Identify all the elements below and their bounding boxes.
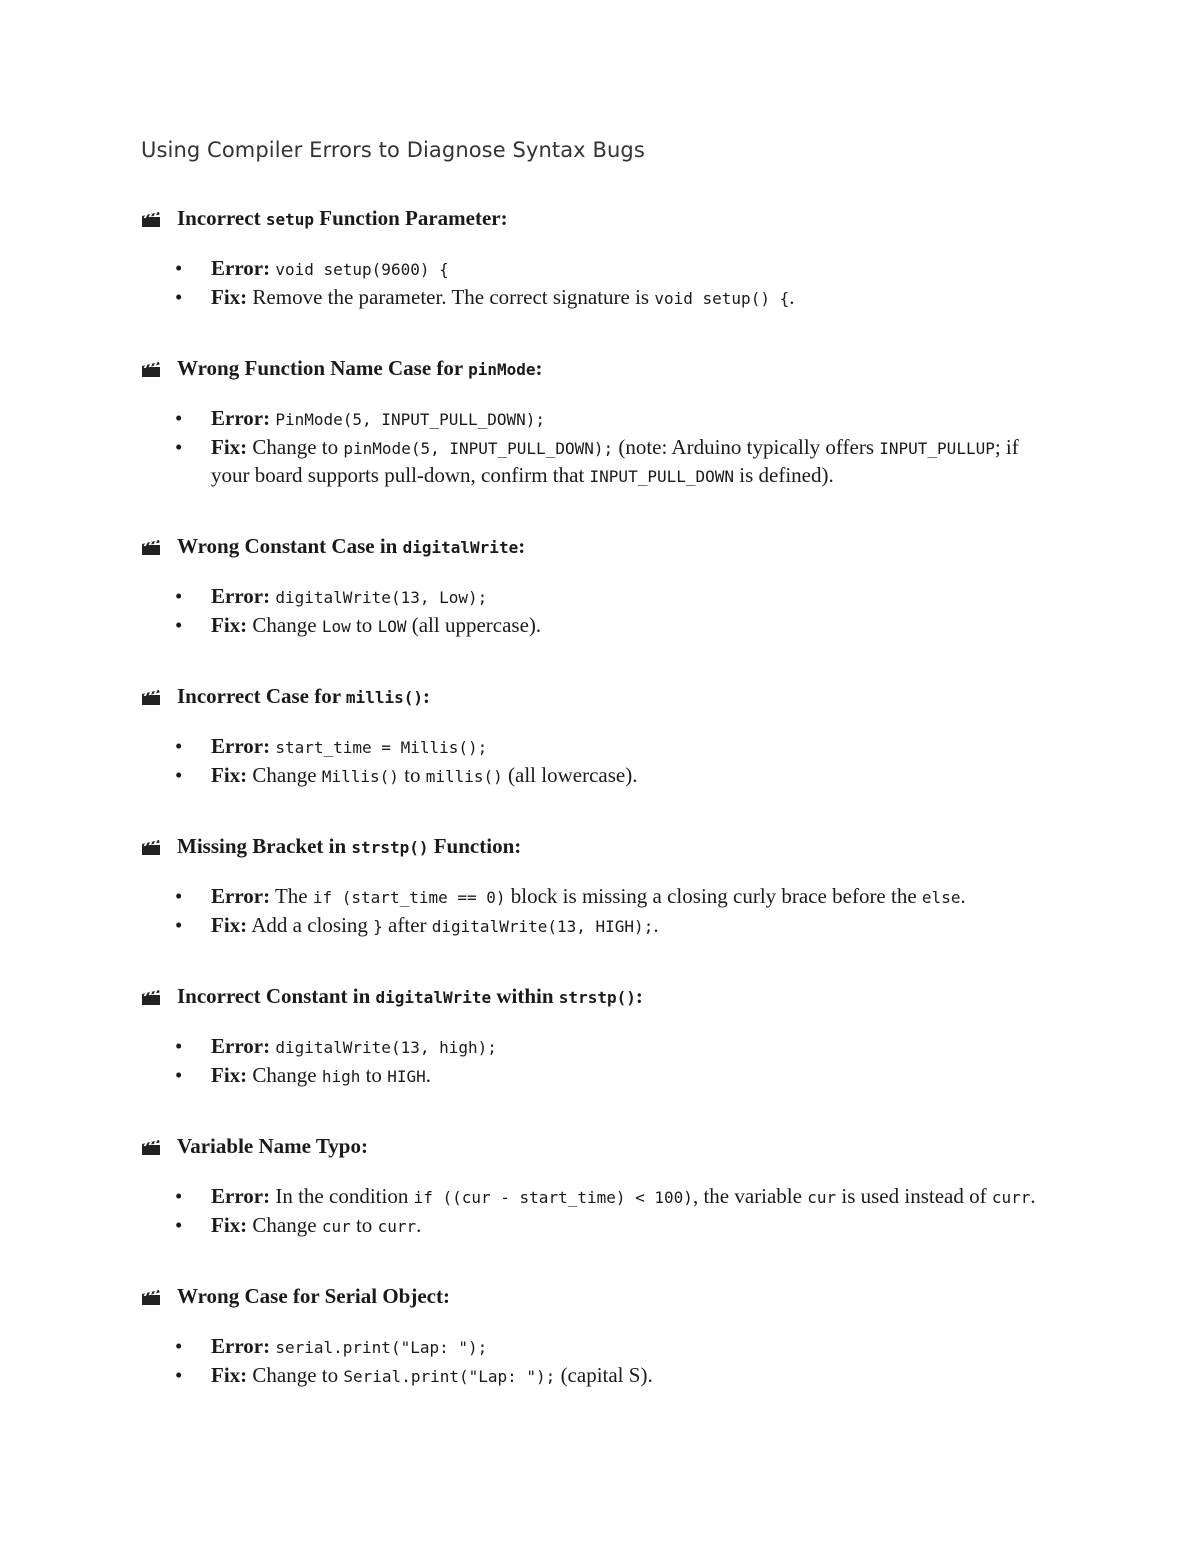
inline-code: cur (321, 1217, 351, 1236)
text-run: Change (252, 763, 322, 787)
text-run: to (350, 613, 378, 637)
inline-code: high (321, 1067, 361, 1086)
text-run: Function: (428, 834, 522, 858)
inline-code: digitalWrite(13, Low); (275, 588, 488, 607)
text-run: . (789, 285, 795, 309)
section-heading (141, 534, 1041, 559)
text-run: Incorrect Constant in (177, 984, 376, 1008)
section-heading-text (177, 356, 543, 381)
inline-code: } (373, 917, 383, 936)
text-run: Change to (252, 435, 344, 459)
inline-code: Low (321, 617, 351, 636)
text-run: Wrong Case for Serial Object: (177, 1284, 450, 1308)
bullet-list (141, 583, 1041, 640)
item-label: Error: (211, 256, 271, 280)
text-run: Add a closing (251, 913, 374, 937)
item-label: Fix: (211, 913, 248, 937)
inline-code: PinMode(5, INPUT_PULL_DOWN); (275, 410, 546, 429)
inline-code: digitalWrite(13, HIGH); (431, 917, 654, 936)
inline-code: millis() (345, 688, 423, 707)
bullet-list (141, 1183, 1041, 1240)
section (141, 1134, 1041, 1240)
item-label: Fix: (211, 763, 248, 787)
text-run: : (518, 534, 526, 558)
text-run: Wrong Function Name Case for (177, 356, 469, 380)
text-run: (note: Arduino typically offers (613, 435, 880, 459)
text-run: . (416, 1213, 422, 1237)
section (141, 1284, 1041, 1390)
inline-code: digitalWrite (402, 538, 519, 557)
text-run: Incorrect Case for (177, 684, 346, 708)
section-heading (141, 1284, 1041, 1309)
section (141, 834, 1041, 940)
item-label: Fix: (211, 1213, 248, 1237)
item-label: Fix: (211, 1363, 248, 1387)
text-run: to (350, 1213, 378, 1237)
text-run: : (535, 356, 543, 380)
inline-code: Millis() (321, 767, 399, 786)
inline-code: serial.print("Lap: "); (275, 1338, 488, 1357)
section (141, 984, 1041, 1090)
text-run: is defined). (734, 463, 834, 487)
section (141, 356, 1041, 490)
inline-code: void setup() { (654, 289, 790, 308)
inline-code: INPUT_PULLUP (879, 439, 995, 458)
clapperboard-icon (141, 688, 161, 706)
fix-item (141, 1362, 1041, 1390)
text-run: (capital S). (555, 1363, 653, 1387)
sections-container (141, 206, 1041, 1390)
text-run: Remove the parameter. The correct signature is (252, 285, 655, 309)
section-heading (141, 834, 1041, 859)
error-item (141, 1333, 1041, 1361)
text-run: The (274, 884, 313, 908)
text-run: , the variable (692, 1184, 808, 1208)
error-item (141, 583, 1041, 611)
text-run: ; if your board supports pull-down, confirm that (211, 435, 1019, 487)
fix-item (141, 1062, 1041, 1090)
section-heading (141, 684, 1041, 709)
inline-code: if (start_time == 0) (312, 888, 506, 907)
inline-code: digitalWrite(13, high); (275, 1038, 497, 1057)
item-label: Fix: (211, 613, 248, 637)
inline-code: LOW (377, 617, 407, 636)
page-title: Using Compiler Errors to Diagnose Syntax Bugs (141, 138, 645, 162)
inline-code: pinMode(5, INPUT_PULL_DOWN); (343, 439, 614, 458)
text-run: block is missing a closing curly brace before the (505, 884, 922, 908)
text-run: is used instead of (836, 1184, 992, 1208)
inline-code: void setup(9600) { (275, 260, 449, 279)
section (141, 534, 1041, 640)
section-heading (141, 1134, 1041, 1159)
error-item (141, 733, 1041, 761)
text-run: (all uppercase). (406, 613, 542, 637)
fix-item (141, 434, 1041, 490)
clapperboard-icon (141, 1288, 161, 1306)
text-run: Missing Bracket in (177, 834, 352, 858)
text-run: . (1030, 1184, 1036, 1208)
text-run: : (422, 684, 430, 708)
item-label: Fix: (211, 285, 248, 309)
inline-code: strstp() (351, 838, 429, 857)
bullet-list (141, 1033, 1041, 1090)
text-run: : (635, 984, 643, 1008)
section-heading (141, 984, 1041, 1009)
text-run: . (653, 913, 659, 937)
item-label: Fix: (211, 435, 248, 459)
item-label: Error: (211, 1184, 271, 1208)
section-heading-text (177, 684, 430, 709)
text-run: Incorrect (177, 206, 266, 230)
text-run: . (425, 1063, 431, 1087)
section-heading-text (177, 984, 643, 1009)
text-run: Wrong Constant Case in (177, 534, 403, 558)
text-run: after (382, 913, 432, 937)
inline-code: else (921, 888, 961, 907)
error-item (141, 1183, 1041, 1211)
item-label: Error: (211, 884, 271, 908)
text-run: Variable Name Typo: (177, 1134, 368, 1158)
inline-code: cur (807, 1188, 837, 1207)
fix-item (141, 1212, 1041, 1240)
inline-code: HIGH (387, 1067, 426, 1086)
text-run: to (360, 1063, 388, 1087)
item-label: Error: (211, 584, 271, 608)
fix-item (141, 284, 1041, 312)
error-item (141, 405, 1041, 433)
inline-code: Serial.print("Lap: "); (343, 1367, 556, 1386)
inline-code: strstp() (558, 988, 636, 1007)
inline-code: INPUT_PULL_DOWN (589, 467, 735, 486)
inline-code: start_time = Millis(); (275, 738, 488, 757)
text-run: Change to (252, 1363, 344, 1387)
inline-code: digitalWrite (375, 988, 492, 1007)
section-heading-text (177, 534, 525, 559)
section-heading-text (177, 1284, 450, 1309)
fix-item (141, 912, 1041, 940)
section (141, 206, 1041, 312)
inline-code: pinMode (468, 360, 536, 379)
text-run: In the condition (275, 1184, 414, 1208)
text-run: Change (252, 613, 322, 637)
bullet-list (141, 1333, 1041, 1390)
inline-code: curr (377, 1217, 417, 1236)
text-run: (all lowercase). (502, 763, 638, 787)
text-run: Change (252, 1213, 322, 1237)
clapperboard-icon (141, 360, 161, 378)
section-heading-text (177, 206, 508, 231)
bullet-list (141, 883, 1041, 940)
section (141, 684, 1041, 790)
clapperboard-icon (141, 838, 161, 856)
inline-code: setup (265, 210, 314, 229)
document-page (141, 138, 1041, 1391)
bullet-list (141, 255, 1041, 312)
inline-code: if ((cur - start_time) < 100) (413, 1188, 693, 1207)
bullet-list (141, 405, 1041, 490)
section-heading-text (177, 1134, 368, 1159)
section-heading-text (177, 834, 521, 859)
clapperboard-icon (141, 988, 161, 1006)
clapperboard-icon (141, 1138, 161, 1156)
item-label: Error: (211, 1334, 271, 1358)
section-heading (141, 356, 1041, 381)
clapperboard-icon (141, 538, 161, 556)
error-item (141, 255, 1041, 283)
fix-item (141, 762, 1041, 790)
inline-code: millis() (425, 767, 503, 786)
error-item (141, 883, 1041, 911)
item-label: Error: (211, 734, 271, 758)
item-label: Fix: (211, 1063, 248, 1087)
error-item (141, 1033, 1041, 1061)
text-run: Function Parameter: (314, 206, 508, 230)
text-run: to (398, 763, 426, 787)
clapperboard-icon (141, 210, 161, 228)
bullet-list (141, 733, 1041, 790)
item-label: Error: (211, 1034, 271, 1058)
fix-item (141, 612, 1041, 640)
text-run: within (491, 984, 559, 1008)
text-run: . (960, 884, 966, 908)
item-label: Error: (211, 406, 271, 430)
section-heading (141, 206, 1041, 231)
text-run: Change (252, 1063, 322, 1087)
inline-code: curr (991, 1188, 1031, 1207)
